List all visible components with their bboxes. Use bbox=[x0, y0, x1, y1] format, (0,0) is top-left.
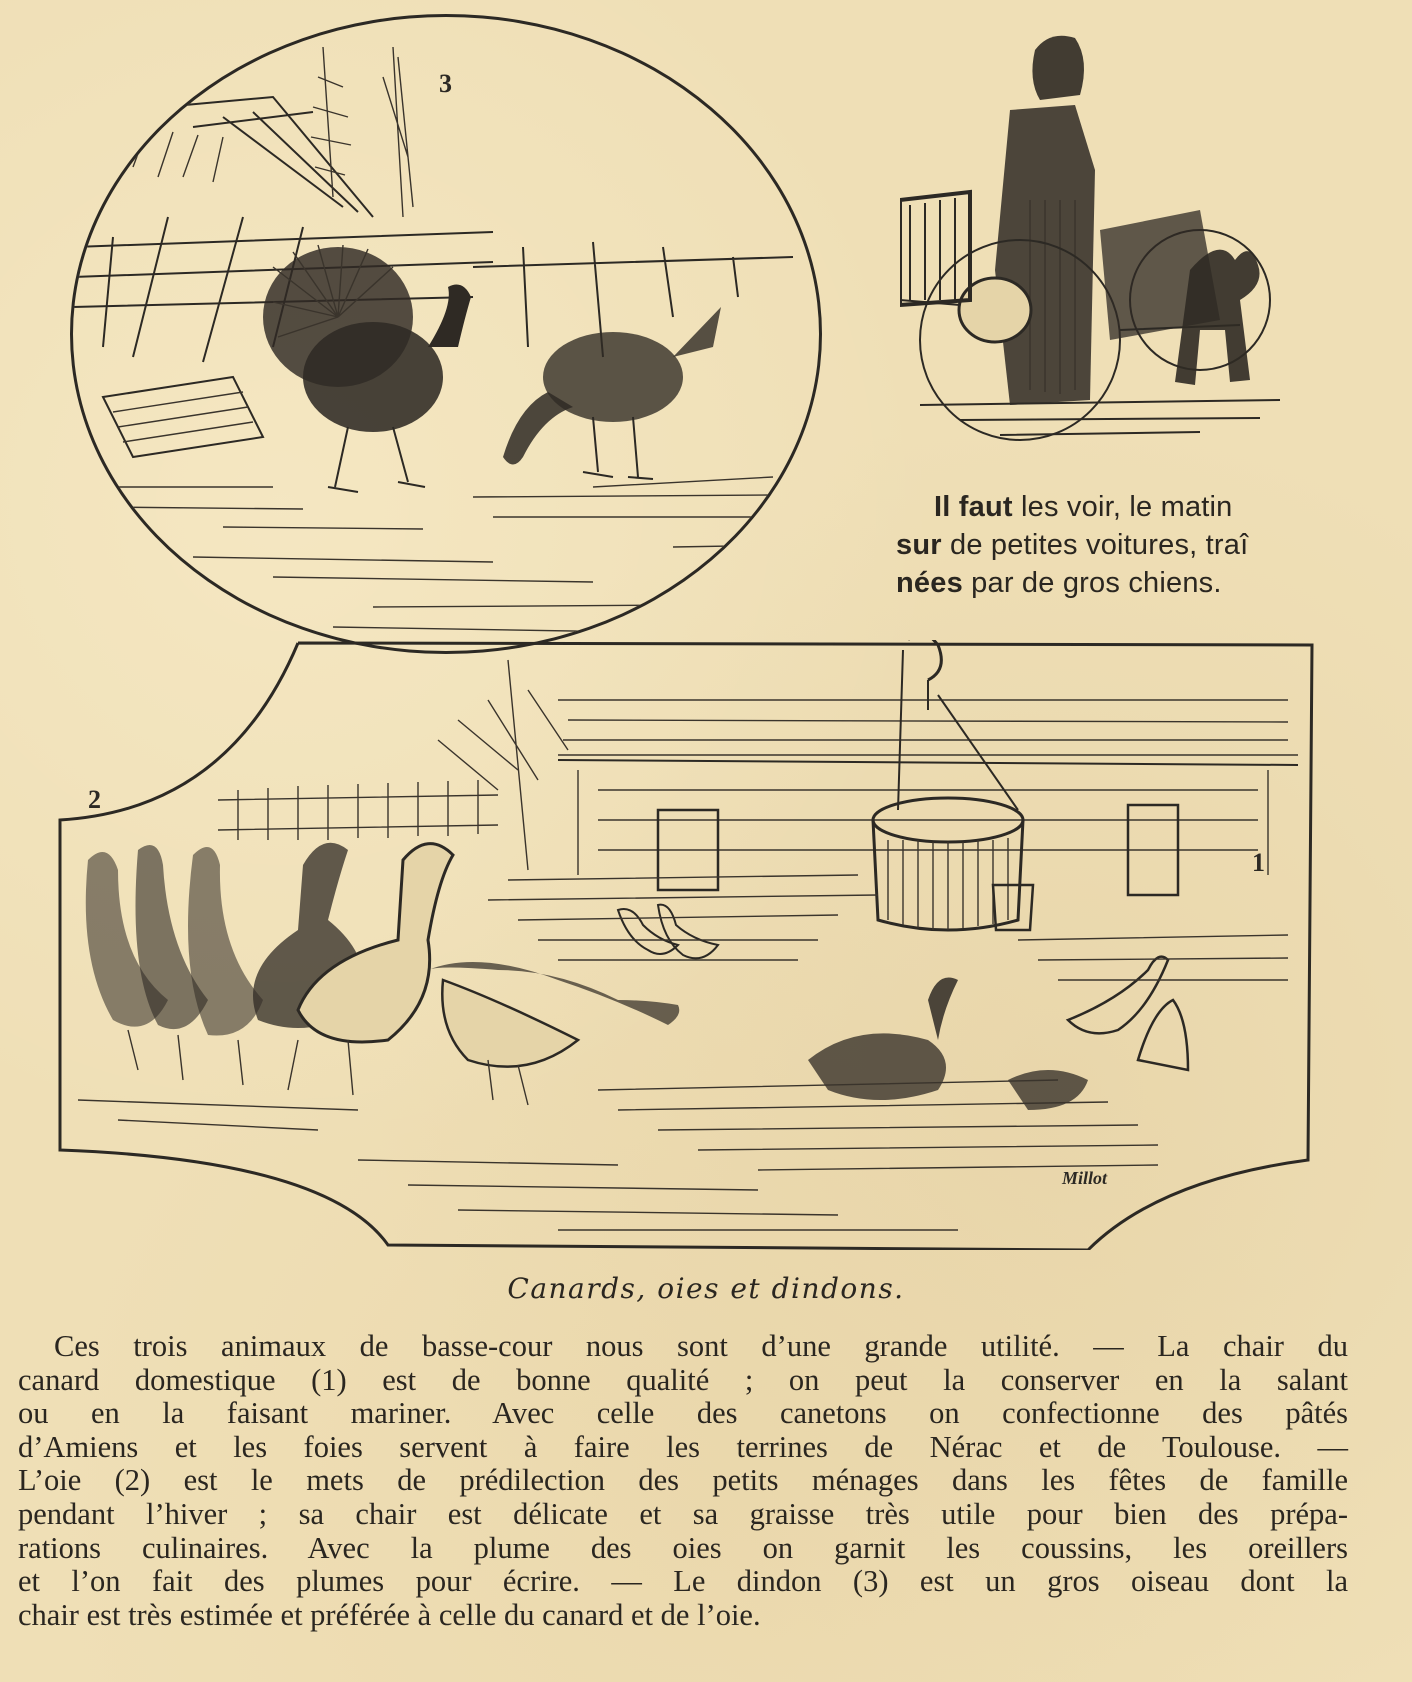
dog-cart-engraving bbox=[900, 20, 1320, 460]
body-line-6: pendant l’hiver ; sa chair est délicate et sa graisse très utile pour bien des prépa- bbox=[18, 1496, 1348, 1531]
plate-label-2: 2 bbox=[88, 785, 101, 814]
body-paragraph bbox=[18, 1330, 1348, 1632]
figure-title: Canards, oies et dindons. bbox=[507, 1272, 905, 1305]
body-line-2: canard domestique (1) est de bonne qualité ; on peut la conserver en la salant bbox=[18, 1362, 1348, 1397]
dog-cart-illustration bbox=[900, 20, 1320, 460]
farmyard-illustration bbox=[58, 640, 1314, 1250]
body-line-7: rations culinaires. Avec la plume des oies on garnit les coussins, les oreillers bbox=[18, 1530, 1348, 1565]
body-line-3: ou en la faisant mariner. Avec celle des canetons on confectionne des pâtés bbox=[18, 1396, 1348, 1431]
turkey-engraving bbox=[73, 17, 822, 654]
plate-label-1: 1 bbox=[1252, 848, 1265, 877]
body-line-1: Ces trois animaux de basse-cour nous sont d’une grande utilité. — La chair du bbox=[54, 1329, 1348, 1363]
turkey-illustration bbox=[70, 14, 822, 654]
body-line-4: d’Amiens et les foies servent à faire les terrines de Nérac et de Toulouse. — bbox=[18, 1429, 1348, 1464]
caption-line-3: nées par de gros chiens. bbox=[896, 567, 1222, 599]
engraver-signature: Millot bbox=[1062, 1168, 1108, 1188]
plate-label-3: 3 bbox=[439, 69, 452, 98]
cart-caption bbox=[896, 488, 1316, 602]
body-line-5: L’oie (2) est le mets de prédilection des petits ménages dans les fêtes de famille bbox=[18, 1463, 1348, 1498]
caption-line-2: sur de petites voitures, traî bbox=[896, 529, 1249, 561]
body-line-9: chair est très estimée et préférée à celle du canard et de l’oie. bbox=[18, 1597, 761, 1632]
caption-line-1: Il faut les voir, le matin bbox=[934, 491, 1233, 523]
body-line-8: et l’on fait des plumes pour écrire. — Le dindon (3) est un gros oiseau dont la bbox=[18, 1564, 1348, 1599]
farmyard-engraving bbox=[58, 640, 1314, 1250]
